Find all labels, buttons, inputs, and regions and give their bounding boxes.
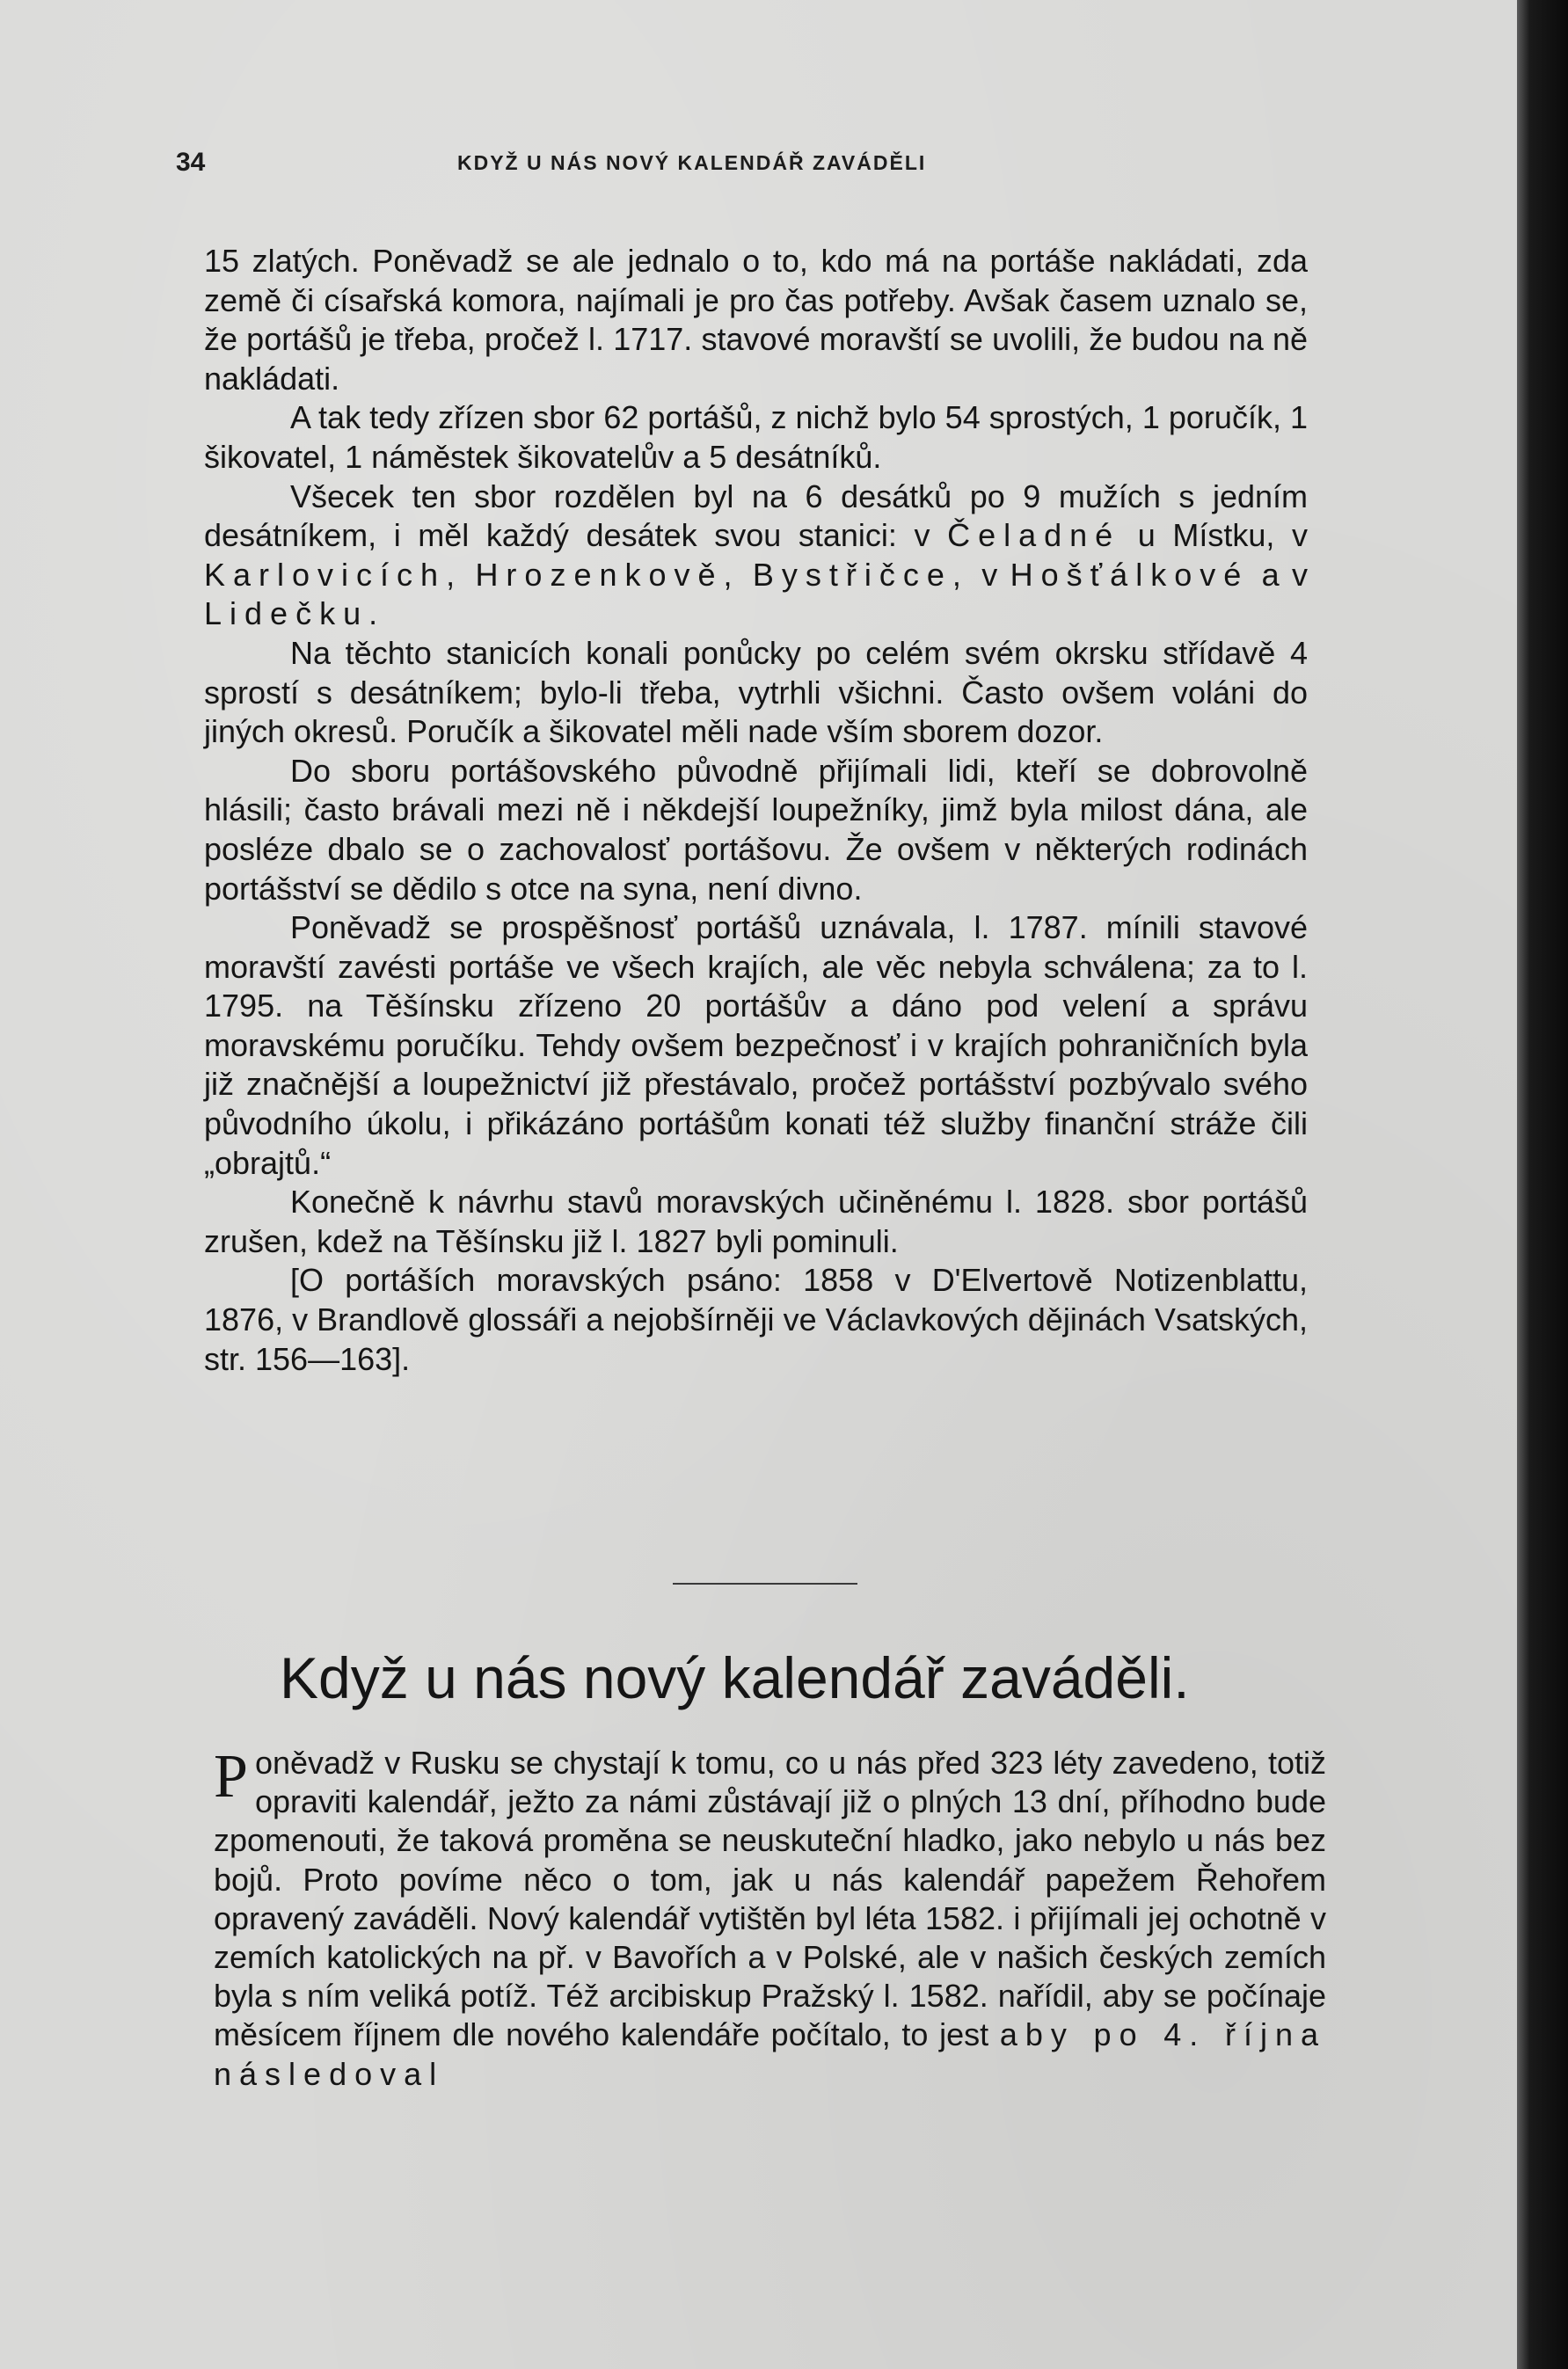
place-celadna: Čeladné <box>947 517 1121 554</box>
section-text: oněvadž v Rusku se chystají k tomu, co u nás před 323 léty zavedeno, totiž opraviti kalendář, ježto za námi zůstávají již o plných 13 dní, příhodno bude zpomenouti, že taková proměna se neuskuteční hladko, jako nebylo u nás bez bojů. Proto povíme něco o tom, jak u nás kalendář papežem Řehořem opravený zaváděli. Nový kalendář vytištěn byl léta 1582. i přijímali jej ochotně v zemích katolických na př. v Bavořích a v Polské, ale v našich českých zemích byla s ním veliká potíž. Též arcibiskup Pražský l. 1582. nařídil, aby se počínaje měsícem říjnem dle nového kalendáře počítalo, to jest <box>214 1745 1326 2053</box>
section-title: Když u nás nový kalendář zaváděli. <box>280 1645 1190 1710</box>
paragraph-3-text-d <box>740 557 753 593</box>
page-header <box>176 148 1319 192</box>
place-karlovice: Karlovicích, <box>204 556 463 593</box>
paragraph-7: Konečně k návrhu stavů moravských učiněnému l. 1828. sbor portášů zrušen, kdež na Těšínsku již l. 1827 byli pominuli. <box>204 1184 1308 1259</box>
paragraph-5: Do sboru portášovského původně přijímali lidi, kteří se dobrovolně hlásili; často brávali mezi ně i někdejší loupežníky, jimž byla milost dána, ale posléze dbalo se o zachovalosť portášovu. Že ovšem v některých rodinách portášství se dědilo s otce na syna, není divno. <box>204 752 1308 907</box>
place-hostalkova: Hošťálkové <box>1010 556 1250 593</box>
running-head: KDYŽ U NÁS NOVÝ KALENDÁŘ ZAVÁDĚLI <box>457 151 927 174</box>
place-hrozenkov: Hrozenkově, <box>475 556 740 593</box>
section-paragraph <box>214 1744 1326 2094</box>
place-lidecko: Lidečku. <box>204 595 386 632</box>
page-number: 34 <box>176 148 206 177</box>
paragraph-3-text-a: Všecek ten sbor rozdělen byl na 6 desátků po 9 mužích s jedním desátníkem, i měl každý desátek svou stanici: v <box>204 477 1308 554</box>
section-text-spaced: aby po 4. října následoval <box>214 2016 1326 2092</box>
paragraph-3-text-f: a v <box>1249 556 1308 593</box>
drop-cap: P <box>214 1743 248 1811</box>
paragraph-3-text-c <box>463 557 475 593</box>
paragraph-2: A tak tedy zřízen sbor 62 portášů, z nichž bylo 54 sprostých, 1 poručík, 1 šikovatel, 1 náměstek šikovatelův a 5 desátníků. <box>204 399 1308 475</box>
place-bystricka: Bystřičce, <box>752 556 969 593</box>
section-body <box>214 1744 1326 2094</box>
paragraph-3-text-e: v <box>968 556 1010 593</box>
paragraph-3-text-b: u Místku, v <box>1120 517 1309 554</box>
article-body <box>204 242 1308 1379</box>
paragraph-6: Poněvadž se prospěšnosť portášů uznávala, l. 1787. mínili stavové moravští zavésti portáše ve všech krajích, ale věc nebyla schválena; za to l. 1795. na Těšínsku zřízeno 20 portášův a dáno pod velení a správu moravskému poručíku. Tehdy ovšem bezpečnosť i v krajích pohraničních byla již značnější a loupežnictví již přestávalo, pročež portášství pozbývalo svého původního úkolu, i přikázáno portášům konati též služby finanční stráže čili „obrajtů.“ <box>204 909 1308 1181</box>
paragraph-1: 15 zlatých. Poněvadž se ale jednalo o to, kdo má na portáše nakládati, zda země či císařská komora, najímali je pro čas potřeby. Avšak časem uznalo se, že portášů je třeba, pročež l. 1717. stavové moravští se uvolili, že budou na ně nakládati. <box>204 243 1308 397</box>
paragraph-4: Na těchto stanicích konali ponůcky po celém svém okrsku střídavě 4 sprostí s desátníkem; bylo-li třeba, vytrhli všichni. Často ovšem voláni do jiných okresů. Poručík a šikovatel měli nade vším sborem dozor. <box>204 634 1308 750</box>
paragraph-8: [O portáších moravských psáno: 1858 v D'Elvertově Notizenblattu, 1876, v Brandlově glossáři a nejobšírněji ve Václavkových dějinách Vsatských, str. 156—163]. <box>204 1262 1308 1377</box>
section-divider <box>673 1583 857 1585</box>
paragraph-3 <box>204 477 1308 634</box>
book-binding-edge <box>1517 0 1568 2369</box>
